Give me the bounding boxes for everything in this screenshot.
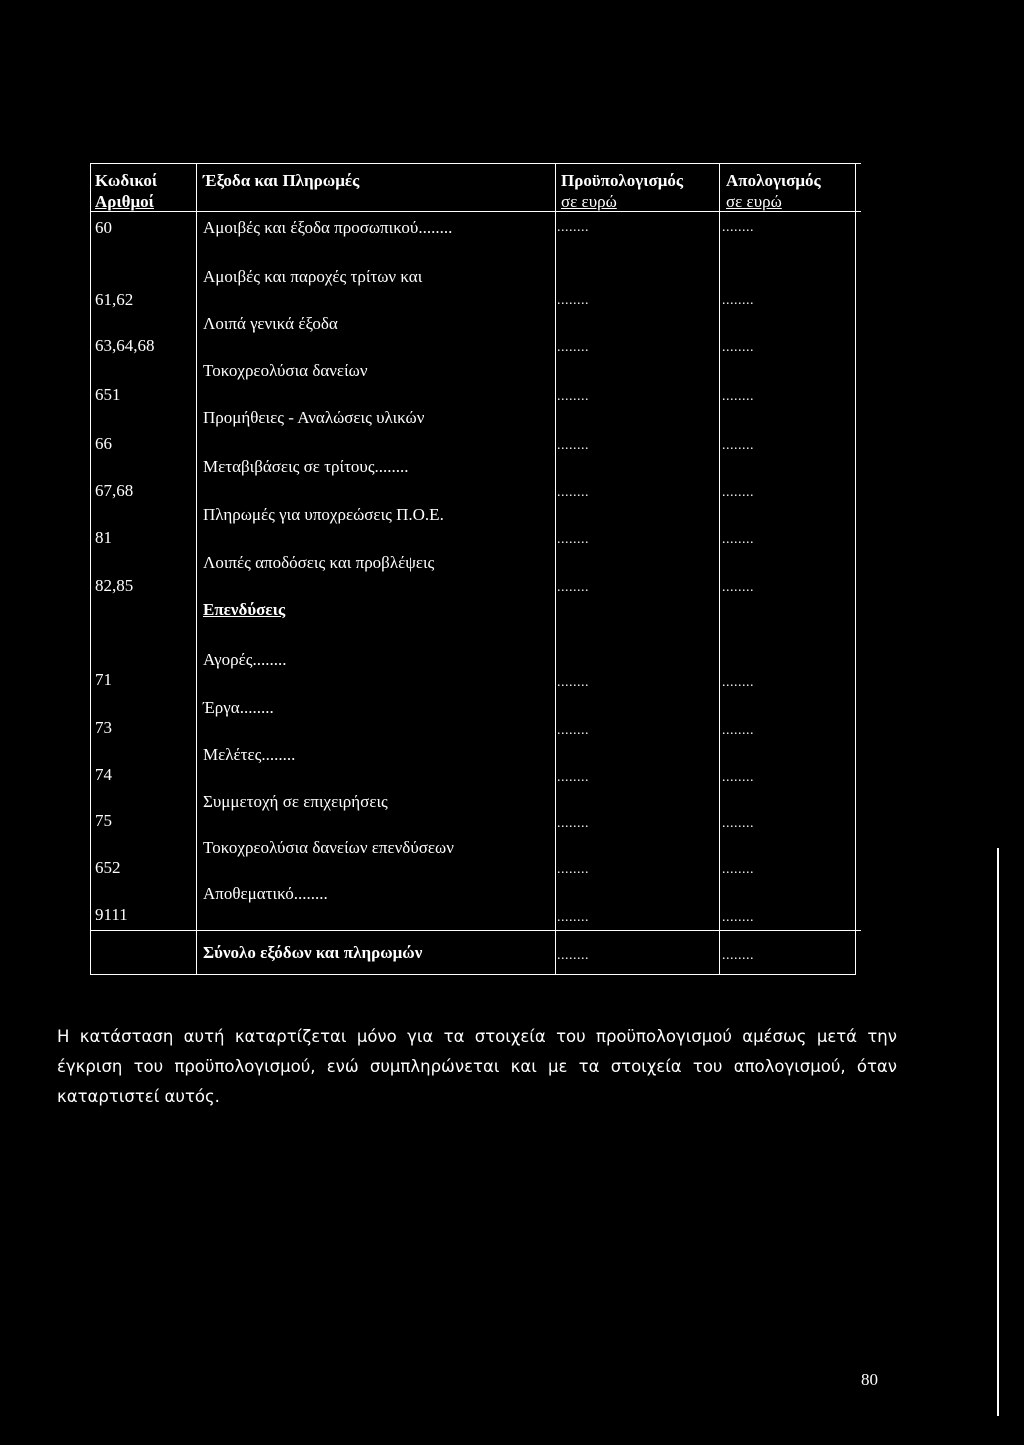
col-divider-3	[719, 163, 720, 975]
accounts-placeholder: ........	[722, 220, 754, 235]
page-number: 80	[861, 1370, 878, 1389]
budget-placeholder: ........	[557, 816, 589, 831]
row-description: Πληρωμές για υποχρεώσεις Π.Ο.Ε.	[203, 505, 444, 524]
accounts-placeholder: ........	[722, 438, 754, 453]
row-code: 81	[95, 528, 112, 547]
row-code: 75	[95, 811, 112, 830]
accounts-placeholder: ........	[722, 389, 754, 404]
row-code: 71	[95, 670, 112, 689]
header-codes: Κωδικοί Αριθμοί	[95, 171, 158, 211]
budget-placeholder: ........	[557, 438, 589, 453]
table-top-border	[90, 163, 861, 164]
budget-placeholder: ........	[557, 485, 589, 500]
row-description: Λοιπές αποδόσεις και προβλέψεις	[203, 553, 435, 572]
row-description: Μελέτες........	[203, 745, 296, 764]
row-code: 74	[95, 765, 112, 784]
budget-placeholder: ........	[557, 532, 589, 547]
section-heading-investments: Επενδύσεις	[203, 600, 286, 619]
row-code: 652	[95, 858, 121, 877]
row-description: Τοκοχρεολύσια δανείων επενδύσεων	[203, 838, 454, 857]
budget-placeholder: ........	[557, 340, 589, 355]
row-description: Αμοιβές και έξοδα προσωπικού........	[203, 218, 453, 237]
budget-placeholder: ........	[557, 862, 589, 877]
col-divider-1	[196, 163, 197, 975]
row-code: 66	[95, 434, 112, 453]
accounts-placeholder: ........	[722, 910, 754, 925]
header-description: Έξοδα και Πληρωμές	[203, 171, 360, 190]
row-description: Τοκοχρεολύσια δανείων	[203, 361, 368, 380]
row-description: Αγορές........	[203, 650, 287, 669]
total-row-top-border	[90, 930, 861, 931]
budget-placeholder: ........	[557, 723, 589, 738]
total-budget-placeholder: ........	[557, 948, 589, 963]
budget-placeholder: ........	[557, 910, 589, 925]
header-budget: Προϋπολογισμός σε ευρώ	[561, 171, 684, 211]
accounts-placeholder: ........	[722, 770, 754, 785]
row-code: 82,85	[95, 576, 134, 595]
budget-placeholder: ........	[557, 580, 589, 595]
accounts-placeholder: ........	[722, 340, 754, 355]
col-divider-2	[555, 163, 556, 975]
accounts-placeholder: ........	[722, 862, 754, 877]
accounts-placeholder: ........	[722, 580, 754, 595]
row-description: Προμήθειες - Αναλώσεις υλικών	[203, 408, 425, 427]
accounts-placeholder: ........	[722, 723, 754, 738]
accounts-placeholder: ........	[722, 485, 754, 500]
row-description: Έργα........	[203, 698, 274, 717]
accounts-placeholder: ........	[722, 293, 754, 308]
row-code: 73	[95, 718, 112, 737]
total-accounts-placeholder: ........	[722, 948, 754, 963]
budget-placeholder: ........	[557, 770, 589, 785]
accounts-placeholder: ........	[722, 532, 754, 547]
accounts-placeholder: ........	[722, 675, 754, 690]
budget-placeholder: ........	[557, 220, 589, 235]
row-code: 651	[95, 385, 121, 404]
budget-placeholder: ........	[557, 389, 589, 404]
row-code: 60	[95, 218, 112, 237]
row-description: Λοιπά γενικά έξοδα	[203, 314, 338, 333]
row-description: Αμοιβές και παροχές τρίτων και	[203, 267, 423, 286]
table-left-border	[90, 163, 91, 975]
budget-placeholder: ........	[557, 293, 589, 308]
row-description: Μεταβιβάσεις σε τρίτους........	[203, 457, 409, 476]
row-code: 63,64,68	[95, 336, 155, 355]
header-accounts: Απολογισμός σε ευρώ	[726, 171, 821, 211]
table-bottom-border	[90, 974, 855, 975]
explanatory-note: Η κατάσταση αυτή καταρτίζεται μόνο για τα στοιχεία του προϋπολογισμού αμέσως μετά την έγκριση του προϋπολογισμού, ενώ συμπληρώνεται και με τα στοιχεία του απολογισμού, όταν καταρτιστεί αυτός.	[57, 1027, 897, 1106]
right-margin-rule	[997, 848, 999, 1416]
row-description: Αποθεματικό........	[203, 884, 328, 903]
accounts-placeholder: ........	[722, 816, 754, 831]
budget-placeholder: ........	[557, 675, 589, 690]
total-row-label: Σύνολο εξόδων και πληρωμών	[203, 943, 423, 962]
row-code: 9111	[95, 905, 128, 924]
table-right-border	[855, 163, 856, 975]
row-code: 61,62	[95, 290, 134, 309]
row-description: Συμμετοχή σε επιχειρήσεις	[203, 792, 388, 811]
row-code: 67,68	[95, 481, 134, 500]
